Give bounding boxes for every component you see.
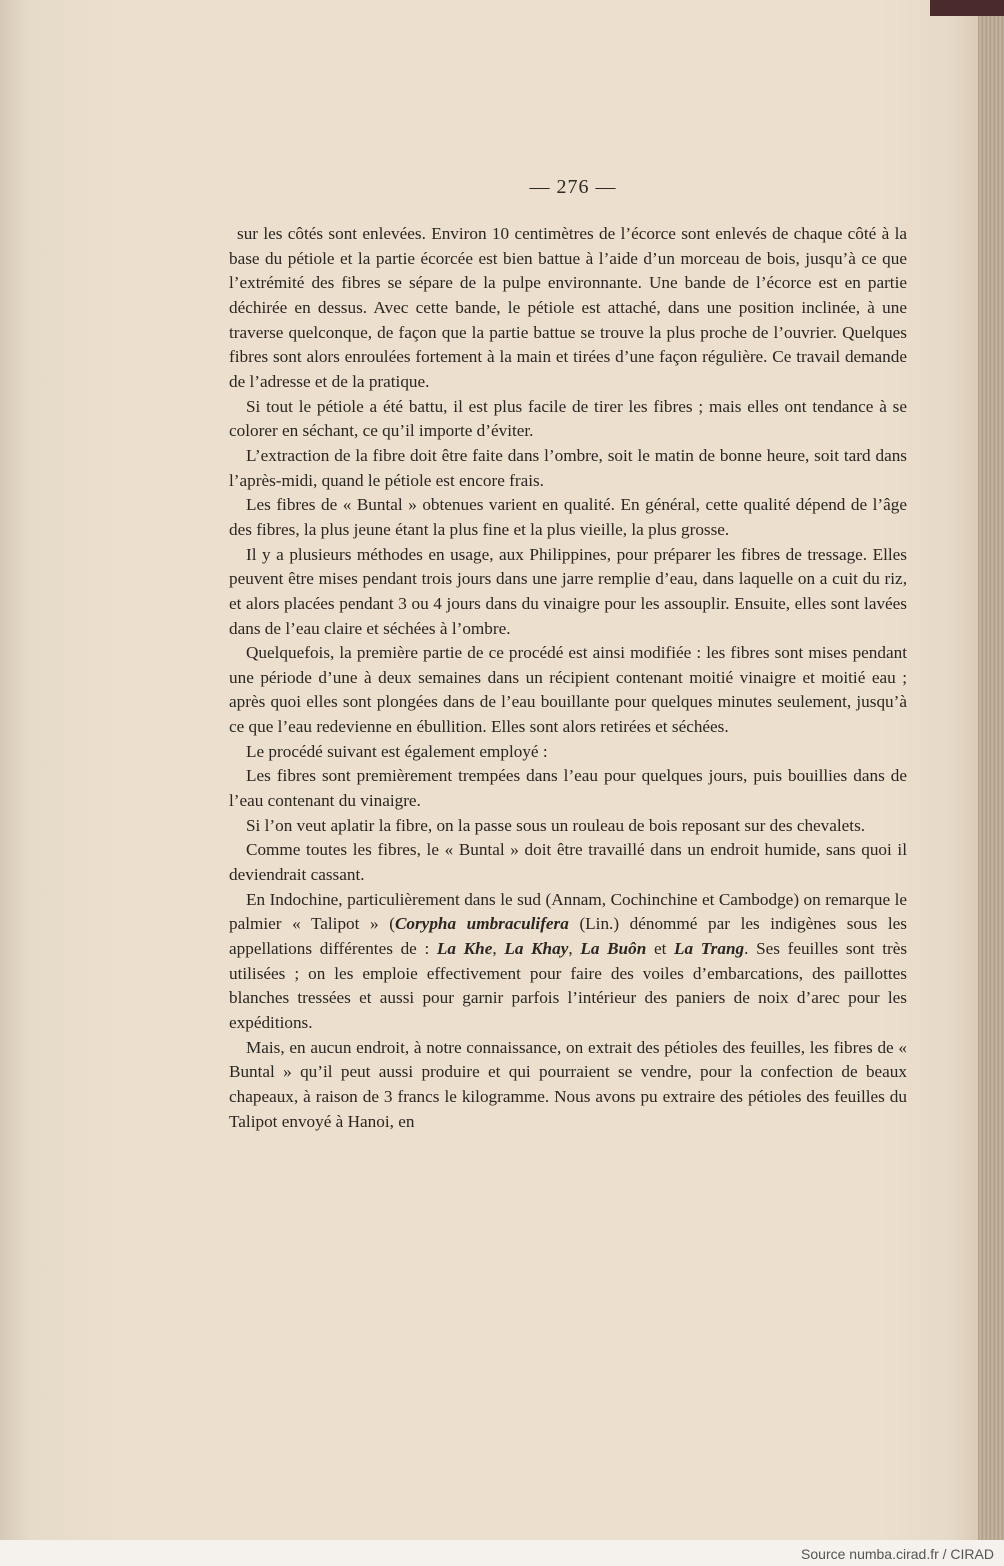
text-run: (Lin.) dénommé par les indigènes sous les appellations différentes de : [229, 914, 907, 959]
latin-name: Corypha umbraculifera [394, 914, 569, 934]
body-text [229, 222, 907, 1134]
vernacular-name: La Khe [436, 939, 493, 959]
vernacular-name: La Trang [674, 939, 745, 959]
page-number: — 276 — [529, 176, 617, 198]
text-run: , [568, 939, 581, 959]
text-run: . Ses feuilles sont très utilisées ; on les emploie effectivement pour faire des voiles d’embarcations, des paillottes blanches tressées et aussi pour garnir parfois l’intérieur des paniers de noix d’arec pour les expéditions. [229, 939, 908, 1032]
source-credit: Source numba.cirad.fr / CIRAD [801, 1546, 994, 1562]
paragraph: Mais, en aucun endroit, à notre connaissance, on extrait des pétioles des feuilles, les fibres de « Buntal » qu’il peut aussi produire et qui pourraient se vendre, pour la confection de beaux chapeaux, à raison de 3 francs le kilogramme. Nous avons pu extraire des pétioles des feuilles du Talipot envoyé à Hanoi, en [229, 1037, 907, 1131]
paragraph: Il y a plusieurs méthodes en usage, aux Philippines, pour préparer les fibres de tressage. Elles peuvent être mises pendant trois jours dans une jarre remplie d’eau, dans laquelle on a cuit du riz, et alors placées pendant 3 ou 4 jours dans du vinaigre pour les assouplir. Ensuite, elles sont lavées dans de l’eau claire et séchées à l’ombre. [229, 544, 907, 638]
text-run: et [646, 939, 675, 959]
paragraph: sur les côtés sont enlevées. Environ 10 centimètres de l’écorce sont enlevés de chaque côté à la base du pétiole et la partie écorcée est bien battue à l’aide d’un morceau de bois, jusqu’à ce que l’extrémité des fibres se sépare de la pulpe environnante. Une bande de l’écorce est en partie déchirée en dessus. Avec cette bande, le pétiole est attaché, dans une position inclinée, à une traverse quelconque, de façon que la partie battue se trouve la plus proche de l’ouvrier. Quelques fibres sont alors enroulées fortement à la main et tirées d’une façon régulière. Ce travail demande de l’adresse et de la pratique. [229, 224, 907, 391]
page-edge [978, 0, 1004, 1540]
book-binding-corner [930, 0, 1004, 16]
paragraph: Si tout le pétiole a été battu, il est plus facile de tirer les fibres ; mais elles ont tendance à se colorer en séchant, ce qu’il importe d’éviter. [229, 396, 907, 441]
vernacular-name: La Buôn [580, 939, 647, 959]
paragraph: Le procédé suivant est également employé : [246, 741, 548, 761]
text-run: , [492, 939, 505, 959]
paragraph: L’extraction de la fibre doit être faite dans l’ombre, soit le matin de bonne heure, soit tard dans l’après-midi, quand le pétiole est encore frais. [229, 445, 907, 490]
vernacular-name: La Khay [504, 939, 569, 959]
paragraph: Les fibres sont premièrement trempées dans l’eau pour quelques jours, puis bouillies dans de l’eau contenant du vinaigre. [229, 766, 907, 811]
paragraph: Les fibres de « Buntal » obtenues varient en qualité. En général, cette qualité dépend de l’âge des fibres, la plus jeune étant la plus fine et la plus vieille, la plus grosse. [229, 495, 907, 539]
text-run: En Indochine, particulièrement dans le sud (Annam, Cochinchine et Cambodge) on remarque le palmier « Talipot » ( [229, 889, 907, 934]
paragraph-indochine [229, 888, 907, 1036]
paragraph: Quelquefois, la première partie de ce procédé est ainsi modifiée : les fibres sont mises pendant une période d’une à deux semaines dans un récipient contenant moitié vinaigre et moitié eau ; après quoi elles sont plongées dans de l’eau bouillante pour quelques minutes seulement, jusqu’à ce que l’eau redevienne en ébullition. Elles sont alors retirées et séchées. [229, 643, 907, 737]
paragraph: Si l’on veut aplatir la fibre, on la passe sous un rouleau de bois reposant sur des chevalets. [246, 815, 866, 835]
paragraph: Comme toutes les fibres, le « Buntal » doit être travaillé dans un endroit humide, sans quoi il deviendrait cassant. [229, 840, 907, 885]
